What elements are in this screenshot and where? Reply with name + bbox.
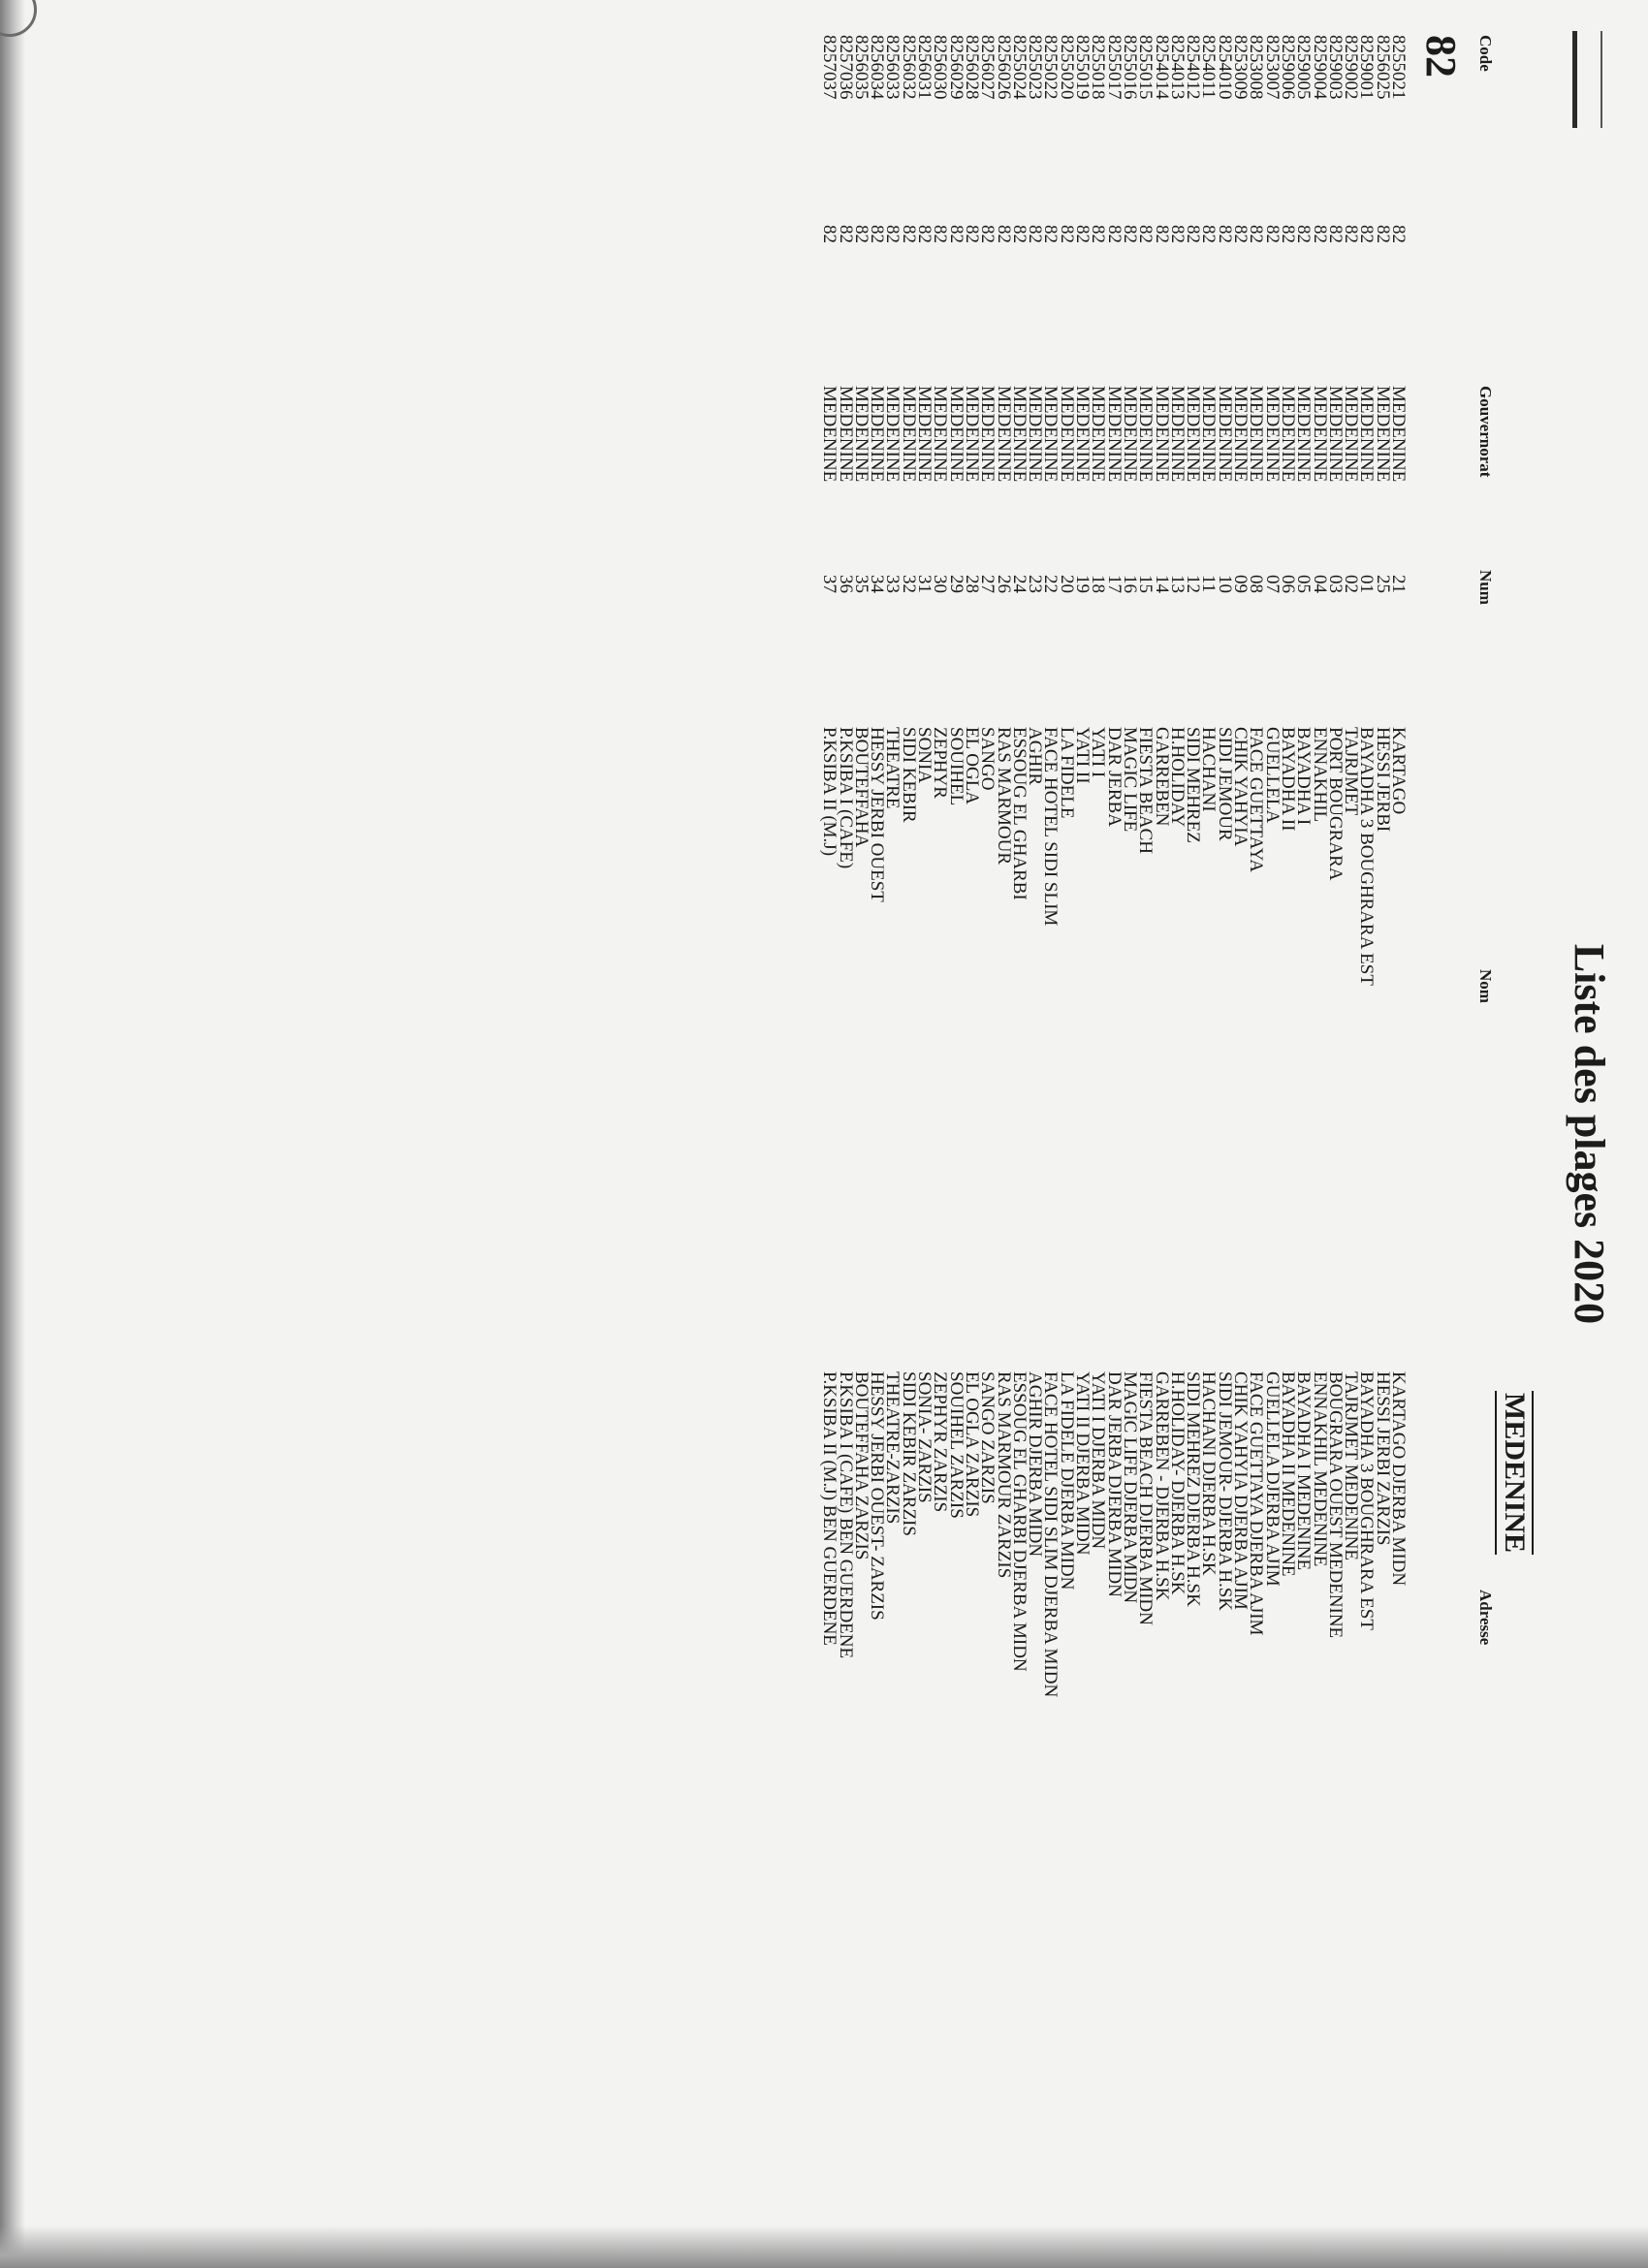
cell-adresse: ESSOUG EL GHARBI DJERBA MIDN (1008, 1371, 1030, 1672)
cell-code: 8256027 (977, 35, 998, 100)
cell-num: 36 (835, 575, 856, 593)
cell-gov-code: 82 (961, 225, 982, 243)
cell-gov-code: 82 (1388, 225, 1409, 243)
cell-adresse: FACE GUETTAYA DJERBA AJIM (1246, 1371, 1267, 1636)
cell-code: 8254013 (1166, 35, 1188, 100)
cell-num: 08 (1246, 575, 1267, 593)
cell-code: 8255022 (1040, 35, 1062, 100)
cell-nom: HESSY JERBI OUEST (867, 727, 888, 902)
cell-gouvernorat: MEDENINE (1388, 386, 1409, 483)
cell-gouvernorat: MEDENINE (961, 386, 982, 483)
cell-num: 12 (1183, 575, 1204, 593)
table-row (850, 0, 872, 2268)
cell-code: 8256035 (850, 35, 872, 100)
cell-adresse: EL OGLA ZARZIS (961, 1371, 982, 1518)
cell-gouvernorat: MEDENINE (1341, 386, 1362, 483)
cell-gouvernorat: MEDENINE (993, 386, 1014, 483)
cell-adresse: SIDI KEBIR ZARZIS (898, 1371, 919, 1536)
cell-gouvernorat: MEDENINE (1183, 386, 1204, 483)
cell-adresse: RAS MARMOUR ZARZIS (993, 1371, 1014, 1579)
cell-nom: SOUIHEL (945, 727, 967, 806)
cell-gov-code: 82 (1072, 225, 1093, 243)
cell-num: 04 (1309, 575, 1330, 593)
cell-gouvernorat: MEDENINE (977, 386, 998, 483)
cell-gov-code: 82 (1261, 225, 1283, 243)
cell-adresse: SIDI JEMOUR- DJERBA H.SK (1214, 1371, 1235, 1612)
cell-nom: HESSI JERBI (1372, 727, 1393, 833)
header-num: Num (1476, 570, 1495, 605)
cell-gouvernorat: MEDENINE (819, 386, 840, 483)
cell-adresse: ZEPHYR ZARZIS (930, 1371, 951, 1513)
cell-num: 30 (930, 575, 951, 593)
cell-gov-code: 82 (898, 225, 919, 243)
cell-code: 8259003 (1324, 35, 1346, 100)
cell-adresse: BAYADHA 3 BOUGHRARA EST (1356, 1371, 1378, 1630)
cell-code: 8255023 (1025, 35, 1046, 100)
cell-nom: FACE GUETTAYA (1246, 727, 1267, 872)
cell-code: 8259006 (1277, 35, 1298, 100)
cell-nom: GUELLELA (1261, 727, 1283, 824)
cell-num: 10 (1214, 575, 1235, 593)
cell-nom: SIDI MEHREZ (1183, 727, 1204, 843)
cell-num: 32 (898, 575, 919, 593)
cell-gov-code: 82 (1008, 225, 1030, 243)
cell-gov-code: 82 (1341, 225, 1362, 243)
cell-nom: FACE HOTEL SIDI SLIM (1040, 727, 1062, 927)
cell-adresse: SONIA- ZARZIS (914, 1371, 935, 1503)
table-row (819, 0, 840, 2268)
cell-code: 8256032 (898, 35, 919, 100)
cell-gov-code: 82 (1025, 225, 1046, 243)
table-row (1372, 0, 1393, 2268)
cell-adresse: CHIK YAHYIA DJERBA AJIM (1230, 1371, 1252, 1610)
cell-gov-code: 82 (1277, 225, 1298, 243)
cell-num: 35 (850, 575, 872, 593)
cell-gouvernorat: MEDENINE (1040, 386, 1062, 483)
cell-adresse: SOUIHEL ZARZIS (945, 1371, 967, 1519)
cell-gov-code: 82 (1324, 225, 1346, 243)
cell-gouvernorat: MEDENINE (1214, 386, 1235, 483)
table-row (1246, 0, 1267, 2268)
cell-nom: YATI II (1072, 727, 1093, 784)
cell-nom: ZEPHYR (930, 727, 951, 799)
cell-gov-code: 82 (850, 225, 872, 243)
cell-gouvernorat: MEDENINE (1293, 386, 1315, 483)
cell-gov-code: 82 (835, 225, 856, 243)
cell-gouvernorat: MEDENINE (1246, 386, 1267, 483)
cell-nom: SIDI JEMOUR (1214, 727, 1235, 841)
cell-num: 23 (1025, 575, 1046, 593)
cell-adresse: H.HOLIDAY- DJERBA H.SK (1166, 1371, 1188, 1595)
cell-code: 8255020 (1056, 35, 1077, 100)
cell-num: 26 (993, 575, 1014, 593)
table-row (1183, 0, 1204, 2268)
cell-code: 8254014 (1151, 35, 1172, 100)
group-code: 82 (1417, 35, 1465, 78)
cell-nom: SANGO (977, 727, 998, 791)
table-row (1151, 0, 1172, 2268)
table-row (1198, 0, 1220, 2268)
cell-code: 8255018 (1088, 35, 1109, 100)
cell-adresse: BOUTEFFAHA ZARZIS (850, 1371, 872, 1560)
table-row (1261, 0, 1283, 2268)
cell-num: 28 (961, 575, 982, 593)
cell-gov-code: 82 (1309, 225, 1330, 243)
cell-num: 22 (1040, 575, 1062, 593)
cell-gouvernorat: MEDENINE (1103, 386, 1125, 483)
cell-num: 29 (945, 575, 967, 593)
cell-nom: EL OGLA (961, 727, 982, 805)
cell-gov-code: 82 (882, 225, 903, 243)
cell-nom: SIDI KEBIR (898, 727, 919, 823)
cell-num: 14 (1151, 575, 1172, 593)
cell-gov-code: 82 (1135, 225, 1157, 243)
cell-adresse: GUELLELA DJERBA AJIM (1261, 1371, 1283, 1587)
cell-code: 8259004 (1309, 35, 1330, 100)
cell-code: 8256029 (945, 35, 967, 100)
cell-gouvernorat: MEDENINE (835, 386, 856, 483)
cell-code: 8259001 (1356, 35, 1378, 100)
cell-num: 33 (882, 575, 903, 593)
cell-nom: P.KSIBA II (M.J) (819, 727, 840, 857)
cell-num: 13 (1166, 575, 1188, 593)
cell-num: 05 (1293, 575, 1315, 593)
cell-gouvernorat: MEDENINE (1324, 386, 1346, 483)
cell-gouvernorat: MEDENINE (1277, 386, 1298, 483)
cell-code: 8255021 (1388, 35, 1409, 100)
cell-code: 8253009 (1230, 35, 1252, 100)
table-row (1341, 0, 1362, 2268)
cell-nom: DAR JERBA (1103, 727, 1125, 827)
cell-gouvernorat: MEDENINE (1025, 386, 1046, 483)
table-row (977, 0, 998, 2268)
cell-adresse: FACE HOTEL SIDI SLIM DJERBA MIDN (1040, 1371, 1062, 1698)
header-code: Code (1476, 35, 1495, 72)
table-row (1293, 0, 1315, 2268)
cell-num: 11 (1198, 575, 1220, 593)
cell-code: 8255017 (1103, 35, 1125, 100)
cell-nom: SONIA (914, 727, 935, 784)
cell-gov-code: 82 (1183, 225, 1204, 243)
cell-adresse: YATI II DJERBA MIDN (1072, 1371, 1093, 1556)
cell-gouvernorat: MEDENINE (914, 386, 935, 483)
cell-gov-code: 82 (1356, 225, 1378, 243)
table-row (1388, 0, 1409, 2268)
table-row (1277, 0, 1298, 2268)
cell-nom: PORT BOUGRARA (1324, 727, 1346, 881)
cell-code: 8256033 (882, 35, 903, 100)
cell-gov-code: 82 (1246, 225, 1267, 243)
header-gouvernorat: Gouvernorat (1476, 386, 1495, 478)
cell-nom: FIESTA BEACH (1135, 727, 1157, 854)
cell-gouvernorat: MEDENINE (1135, 386, 1157, 483)
cell-gov-code: 82 (1230, 225, 1252, 243)
table-row (1040, 0, 1062, 2268)
cell-nom: CHIK YAHYIA (1230, 727, 1252, 847)
table-row (993, 0, 1014, 2268)
cell-nom: ENNAKHIL (1309, 727, 1330, 823)
cell-code: 8253008 (1246, 35, 1267, 100)
cell-num: 06 (1277, 575, 1298, 593)
cell-gov-code: 82 (977, 225, 998, 243)
cell-gouvernorat: MEDENINE (1166, 386, 1188, 483)
cell-gov-code: 82 (945, 225, 967, 243)
cell-gov-code: 82 (914, 225, 935, 243)
cell-num: 18 (1088, 575, 1109, 593)
cell-adresse: TAJRJMET MEDENINE (1341, 1371, 1362, 1560)
cell-adresse: P.KSIBA I (CAFE) BEN GUERDENE (835, 1371, 856, 1659)
cell-nom: P.KSIBA I (CAFE) (835, 727, 856, 869)
cell-gov-code: 82 (1198, 225, 1220, 243)
table-row (1056, 0, 1077, 2268)
cell-gouvernorat: MEDENINE (1008, 386, 1030, 483)
cell-adresse: YATI I DJERBA MIDN (1088, 1371, 1109, 1550)
table-row (1025, 0, 1046, 2268)
table-row (930, 0, 951, 2268)
table-row (1309, 0, 1330, 2268)
table-row (867, 0, 888, 2268)
cell-gov-code: 82 (1372, 225, 1393, 243)
cell-code: 8259002 (1341, 35, 1362, 100)
cell-gov-code: 82 (993, 225, 1014, 243)
cell-gouvernorat: MEDENINE (930, 386, 951, 483)
table-row (1119, 0, 1140, 2268)
cell-num: 31 (914, 575, 935, 593)
cell-gouvernorat: MEDENINE (945, 386, 967, 483)
cell-adresse: SIDI MEHREZ DJERBA H.SK (1183, 1371, 1204, 1607)
cell-code: 8259005 (1293, 35, 1315, 100)
cell-gouvernorat: MEDENINE (1372, 386, 1393, 483)
table-row (961, 0, 982, 2268)
cell-adresse: BAYADHA I MEDENINE (1293, 1371, 1315, 1571)
cell-gouvernorat: MEDENINE (850, 386, 872, 483)
table-row (1214, 0, 1235, 2268)
cell-code: 8255024 (1008, 35, 1030, 100)
cell-num: 15 (1135, 575, 1157, 593)
cell-adresse: SANGO ZARZIS (977, 1371, 998, 1504)
cell-adresse: P.KSIBA II (M.J) BEN GUERDENE (819, 1371, 840, 1646)
cell-nom: BAYADHA I (1293, 727, 1315, 826)
cell-gouvernorat: MEDENINE (1309, 386, 1330, 483)
cell-num: 16 (1119, 575, 1140, 593)
cell-adresse: ENNAKHIL MEDENINE (1309, 1371, 1330, 1567)
table-row (1324, 0, 1346, 2268)
cell-nom: LA FIDELE (1056, 727, 1077, 819)
cell-code: 8256028 (961, 35, 982, 100)
cell-code: 8254012 (1183, 35, 1204, 100)
cell-code: 8257036 (835, 35, 856, 100)
cell-nom: THEATRE (882, 727, 903, 809)
cell-gouvernorat: MEDENINE (1072, 386, 1093, 483)
cell-gov-code: 82 (867, 225, 888, 243)
subtitle-text: MEDENINE (1495, 1391, 1534, 1555)
table-row (1166, 0, 1188, 2268)
cell-num: 21 (1388, 575, 1409, 593)
cell-nom: ESSOUG EL GHARBI (1008, 727, 1030, 900)
cell-gov-code: 82 (1166, 225, 1188, 243)
cell-gov-code: 82 (1293, 225, 1315, 243)
header-nom: Nom (1476, 969, 1495, 1003)
table-row (1135, 0, 1157, 2268)
table-row (1008, 0, 1030, 2268)
cell-gov-code: 82 (1088, 225, 1109, 243)
cell-code: 8254011 (1198, 35, 1220, 99)
cell-code: 8255016 (1119, 35, 1140, 100)
cell-nom: BOUTEFFAHA (850, 727, 872, 848)
cell-gouvernorat: MEDENINE (1261, 386, 1283, 483)
cell-adresse: KARTAGO DJERBA MIDN (1388, 1371, 1409, 1587)
cell-nom: BAYADHA II (1277, 727, 1298, 832)
cell-num: 37 (819, 575, 840, 593)
cell-gov-code: 82 (819, 225, 840, 243)
cell-nom: HACHANI (1198, 727, 1220, 812)
cell-code: 8256031 (914, 35, 935, 100)
cell-gouvernorat: MEDENINE (1056, 386, 1077, 483)
cell-code: 8254010 (1214, 35, 1235, 100)
cell-adresse: DAR JERBA DJERBA MIDN (1103, 1371, 1125, 1597)
cell-gouvernorat: MEDENINE (1230, 386, 1252, 483)
table-row (1103, 0, 1125, 2268)
cell-adresse: MAGIC LIFE DJERBA MIDN (1119, 1371, 1140, 1604)
cell-num: 02 (1341, 575, 1362, 593)
cell-num: 17 (1103, 575, 1125, 593)
beach-table (819, 0, 1409, 2268)
cell-adresse: GARREBEN - DJERBA H.SK (1151, 1371, 1172, 1601)
cell-num: 27 (977, 575, 998, 593)
cell-nom: MAGIC LIFE (1119, 727, 1140, 833)
cell-gov-code: 82 (1040, 225, 1062, 243)
cell-adresse: BOUGRARA OUEST MEDENINE (1324, 1371, 1346, 1639)
cell-adresse: BAYADHA II MEDENINE (1277, 1371, 1298, 1577)
cell-adresse: FIESTA BEACH DJERBA MIDN (1135, 1371, 1157, 1625)
page-title: Liste des plages 2020 (1566, 943, 1613, 1325)
cell-gouvernorat: MEDENINE (867, 386, 888, 483)
cell-adresse: HESSY JERBI OUEST- ZARZIS (867, 1371, 888, 1621)
cell-nom: H.HOLIDAY (1166, 727, 1188, 828)
cell-gouvernorat: MEDENINE (1356, 386, 1378, 483)
cell-gov-code: 82 (1214, 225, 1235, 243)
table-row (1230, 0, 1252, 2268)
cell-gov-code: 82 (1119, 225, 1140, 243)
cell-num: 25 (1372, 575, 1393, 593)
cell-num: 24 (1008, 575, 1030, 593)
cell-nom: RAS MARMOUR (993, 727, 1014, 866)
table-row (945, 0, 967, 2268)
cell-code: 8256026 (993, 35, 1014, 100)
cell-code: 8256034 (867, 35, 888, 100)
cell-num: 19 (1072, 575, 1093, 593)
cell-nom: BAYADHA 3 BOUGHRARA EST (1356, 727, 1378, 986)
cell-num: 07 (1261, 575, 1283, 593)
cell-code: 8255019 (1072, 35, 1093, 100)
cell-num: 01 (1356, 575, 1378, 593)
table-row (1088, 0, 1109, 2268)
cell-num: 09 (1230, 575, 1252, 593)
cell-nom: KARTAGO (1388, 727, 1409, 815)
cell-num: 03 (1324, 575, 1346, 593)
cell-adresse: HESSI JERBI ZARZIS (1372, 1371, 1393, 1546)
cell-nom: AGHIR (1025, 727, 1046, 786)
cell-gov-code: 82 (930, 225, 951, 243)
cell-nom: GARREBEN (1151, 727, 1172, 827)
cell-gouvernorat: MEDENINE (1088, 386, 1109, 483)
cell-code: 8256025 (1372, 35, 1393, 100)
cell-nom: TAJRJMET (1341, 727, 1362, 816)
cell-code: 8253007 (1261, 35, 1283, 100)
table-row (1356, 0, 1378, 2268)
cell-gov-code: 82 (1056, 225, 1077, 243)
cell-adresse: HACHANI DJERBA H.SK (1198, 1371, 1220, 1576)
table-row (898, 0, 919, 2268)
cell-code: 8257037 (819, 35, 840, 100)
page-subtitle (1495, 1391, 1534, 1554)
cell-gouvernorat: MEDENINE (1198, 386, 1220, 483)
cell-nom: YATI I (1088, 727, 1109, 778)
cell-num: 20 (1056, 575, 1077, 593)
cell-gouvernorat: MEDENINE (1119, 386, 1140, 483)
cell-code: 8255015 (1135, 35, 1157, 100)
table-row (1072, 0, 1093, 2268)
cell-adresse: LA FIDELE DJERBA MIDN (1056, 1371, 1077, 1591)
cell-num: 34 (867, 575, 888, 593)
cell-gouvernorat: MEDENINE (1151, 386, 1172, 483)
cell-gov-code: 82 (1103, 225, 1125, 243)
table-row (882, 0, 903, 2268)
cell-code: 8256030 (930, 35, 951, 100)
cell-adresse: AGHIR DJERBA MIDN (1025, 1371, 1046, 1558)
cell-gouvernorat: MEDENINE (898, 386, 919, 483)
cell-gov-code: 82 (1151, 225, 1172, 243)
header-adresse: Adresse (1476, 1590, 1495, 1646)
table-row (914, 0, 935, 2268)
cell-adresse: THEATRE-ZARZIS (882, 1371, 903, 1525)
table-row (835, 0, 856, 2268)
cell-gouvernorat: MEDENINE (882, 386, 903, 483)
